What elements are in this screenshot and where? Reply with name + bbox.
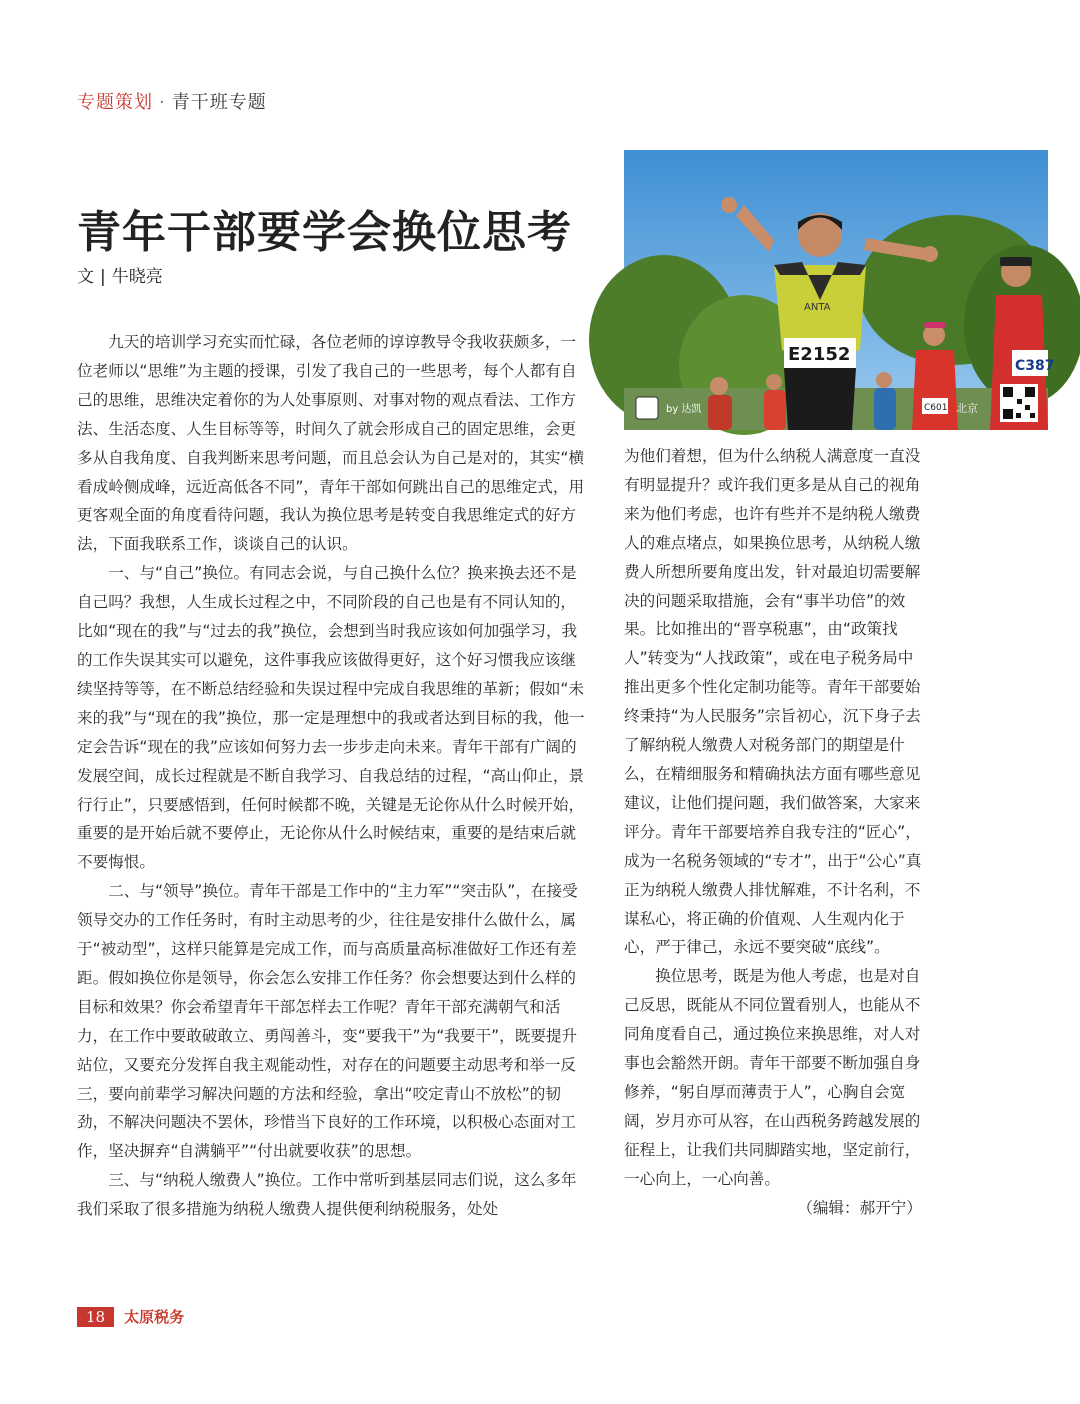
magazine-name: 太原税务	[124, 1308, 185, 1326]
qr-code-icon	[1000, 384, 1038, 422]
photo-byline: by 达凯	[666, 404, 702, 415]
bib-main: E2152	[788, 344, 851, 365]
page-number: 18	[77, 1307, 114, 1327]
page-footer	[77, 1306, 184, 1327]
shirt-brand: ANTA	[804, 302, 831, 313]
marathon-photo	[624, 150, 1055, 430]
left-column	[77, 328, 589, 1224]
bib-small: C601	[924, 403, 948, 413]
paragraph-section-3: 三、与“纳税人缴费人”换位。工作中常听到基层同志们说，这么多年我们采取了很多措施为纳税人缴费人提供便利纳税服务，处处	[77, 1171, 577, 1219]
paragraph-intro: 九天的培训学习充实而忙碌，各位老师的谆谆教导令我收获颇多，一位老师以“思维”为主题的授课，引发了我自己的一些思考，每个人都有自己的思维，思维决定着你的为人处事原则、对事对物的观点看法、工作方法、生活态度、人生目标等等，时间久了就会形成自己的固定思维，会更多从自我角度、自我判断来思考问题，而且总会认为自己是对的，其实“横看成岭侧成峰，远近高低各不同”，青年干部如何跳出自己的思维定式，用更客观全面的角度看待问题，我认为换位思考是转变自我思维定式的好方法，下面我联系工作，谈谈自己的认识。	[77, 333, 585, 554]
paragraph-section-1: 一、与“自己”换位。有同志会说，与自己换什么位？换来换去还不是自己吗？我想，人生成长过程之中，不同阶段的自己也是有不同认知的，比如“现在的我”与“过去的我”换位，会想到当时我应该如何加强学习，我的工作失误其实可以避免，这件事我应该做得更好，这个好习惯我应该继续坚持等等，在不断总结经验和失误过程中完成自我思维的革新；假如“未来的我”与“现在的我”换位，那一定是理想中的我或者达到目标的我，他一定会告诉“现在的我”应该如何努力去一步步走向未来。青年干部有广阔的发展空间，成长过程就是不断自我学习、自我总结的过程，“高山仰止，景行行止”，只要感悟到，任何时候都不晚，关键是无论你从什么时候开始，重要的是开始后就不要停止，无论你从什么时候结束，重要的是结束后就不要悔恨。	[77, 564, 585, 872]
section-label: 专题策划	[77, 92, 153, 113]
paragraph-conclusion	[624, 962, 922, 1217]
bib-right: C387	[1015, 358, 1055, 374]
right-column	[624, 442, 922, 1222]
byline	[77, 262, 163, 287]
topic-label: 青干班专题	[171, 92, 267, 113]
photo-watermark: 北京	[956, 402, 978, 415]
conclusion-text: 换位思考，既是为他人考虑，也是对自己反思，既能从不同位置看别人，也能从不同角度看自己，通过换位来换思维，对人对事也会豁然开朗。青年干部要不断加强自身修养，“躬自厚而薄责于人”，心胸自会宽阔，岁月亦可从容，在山西税务跨越发展的征程上，让我们共同脚踏实地，坚定前行，一心向上，一心向善。	[624, 967, 921, 1188]
header-separator: ·	[159, 92, 166, 113]
byline-bar: |	[100, 267, 106, 287]
paragraph-section-3-cont: 为他们着想，但为什么纳税人满意度一直没有明显提升？或许我们更多是从自己的视角来为他们考虑，也许有些并不是纳税人缴费人的难点堵点，如果换位思考，从纳税人缴费人所想所要角度出发，针对最迫切需要解决的问题采取措施，会有“事半功倍”的效果。比如推出的“晋享税惠”，由“政策找人”转变为“人找政策”，或在电子税务局中推出更多个性化定制功能等。青年干部要始终秉持“为人民服务”宗旨初心，沉下身子去了解纳税人缴费人对税务部门的期望是什么，在精细服务和精确执法方面有哪些意见建议，让他们提问题，我们做答案，大家来评分。青年干部要培养自我专注的“匠心”，成为一名税务领域的“专才”，出于“公心”真正为纳税人缴费人排忧解难，不计名利，不谋私心，将正确的价值观、人生观内化于心，严于律己，永远不要突破“底线”。	[624, 447, 922, 957]
author-name: 牛晓亮	[111, 267, 163, 287]
section-header	[77, 88, 267, 114]
marathon-photo-illustration	[624, 150, 1055, 430]
photo-logo-icon	[636, 397, 658, 419]
byline-prefix: 文	[77, 267, 94, 287]
article-title: 青年干部要学会换位思考	[77, 207, 572, 258]
paragraph-section-2: 二、与“领导”换位。青年干部是工作中的“主力军”“突击队”，在接受领导交办的工作任务时，有时主动思考的少，往往是安排什么做什么，属于“被动型”，这样只能算是完成工作，而与高质量高标准做好工作还有差距。假如换位你是领导，你会怎么安排工作任务？你会想要达到什么样的目标和效果？你会希望青年干部怎样去工作呢？青年干部充满朝气和活力，在工作中要敢破敢立、勇闯善斗，变“要我干”为“我要干”，既要提升站位，又要充分发挥自我主观能动性，对存在的问题要主动思考和举一反三，要向前辈学习解决问题的方法和经验，拿出“咬定青山不放松”的韧劲，不解决问题决不罢休，珍惜当下良好的工作环境，以积极心态面对工作，坚决摒弃“自满躺平”“付出就要收获”的思想。	[77, 882, 578, 1161]
editor-credit: （编辑：郝开宁）	[797, 1198, 922, 1217]
